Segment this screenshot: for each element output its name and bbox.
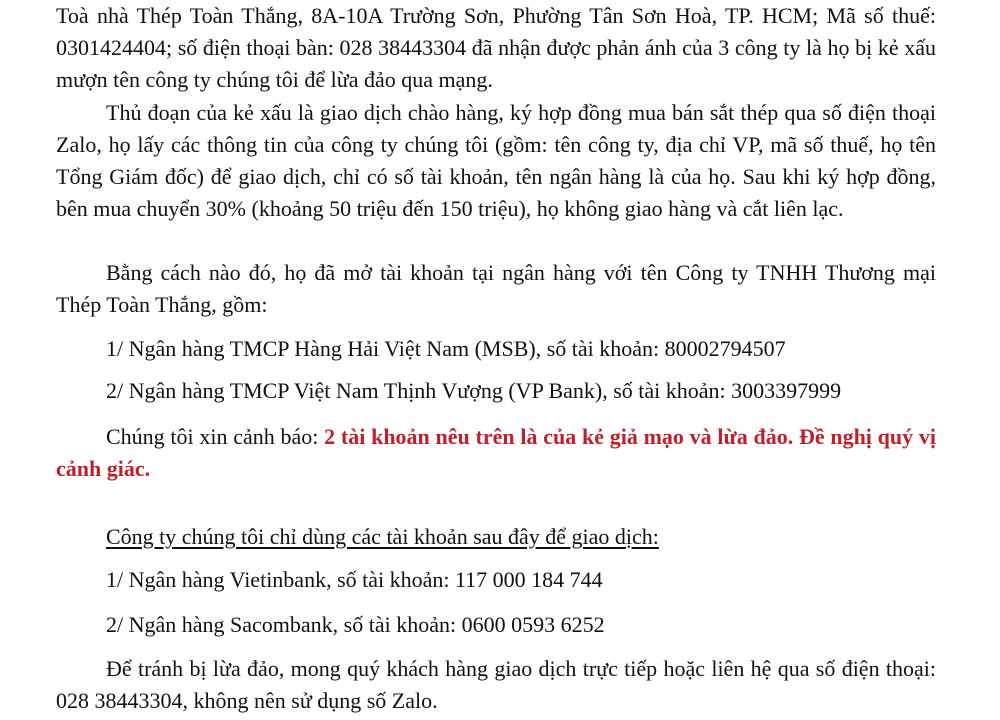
scam-method-paragraph: Thủ đoạn của kẻ xấu là giao dịch chào hàng, ký hợp đồng mua bán sắt thép qua số điện thoại Zalo, họ lấy các thông tin của công ty chúng tôi (gồm: tên công ty, địa chỉ VP, mã số thuế, họ tên Tổng Giám đốc) để giao dịch, chỉ có số tài khoản, tên ngân hàng là của họ. Sau khi ký hợp đồng, bên mua chuyển 30% (khoảng 50 triệu đến 150 triệu), họ không giao hàng và cắt liên lạc. — [56, 100, 936, 221]
official-account-item-2: 2/ Ngân hàng Sacombank, số tài khoản: 0600 0593 6252 — [106, 612, 605, 637]
fake-accounts-intro-paragraph: Bằng cách nào đó, họ đã mở tài khoản tại ngân hàng với tên Công ty TNHH Thương mại Thép Toàn Thắng, gồm: — [56, 260, 936, 317]
fake-account-item-1: 1/ Ngân hàng TMCP Hàng Hải Việt Nam (MSB), số tài khoản: 80002794507 — [106, 336, 786, 361]
official-account-item-1: 1/ Ngân hàng Vietinbank, số tài khoản: 117 000 184 744 — [106, 567, 603, 592]
warning-paragraph — [56, 421, 936, 485]
closing-paragraph: Để tránh bị lừa đảo, mong quý khách hàng giao dịch trực tiếp hoặc liên hệ qua số điện thoại: 028 38443304, không nên sử dụng số Zalo. — [56, 656, 936, 713]
official-accounts-heading: Công ty chúng tôi chỉ dùng các tài khoản sau đây để giao dịch: — [106, 524, 659, 549]
intro-paragraph: Toà nhà Thép Toàn Thắng, 8A-10A Trường Sơn, Phường Tân Sơn Hoà, TP. HCM; Mã số thuế: 0301424404; số điện thoại bàn: 028 38443304 đã nhận được phản ánh của 3 công ty là họ bị kẻ xấu mượn tên công ty chúng tôi để lừa đảo qua mạng. — [56, 3, 936, 92]
warning-prefix: Chúng tôi xin cảnh báo: — [106, 424, 325, 449]
warning-highlight: 2 tài khoản nêu trên là của kẻ giả mạo và lừa đảo. Đề nghị quý vị cảnh giác. — [56, 424, 936, 481]
fake-account-item-2: 2/ Ngân hàng TMCP Việt Nam Thịnh Vượng (VP Bank), số tài khoản: 3003397999 — [106, 378, 842, 403]
